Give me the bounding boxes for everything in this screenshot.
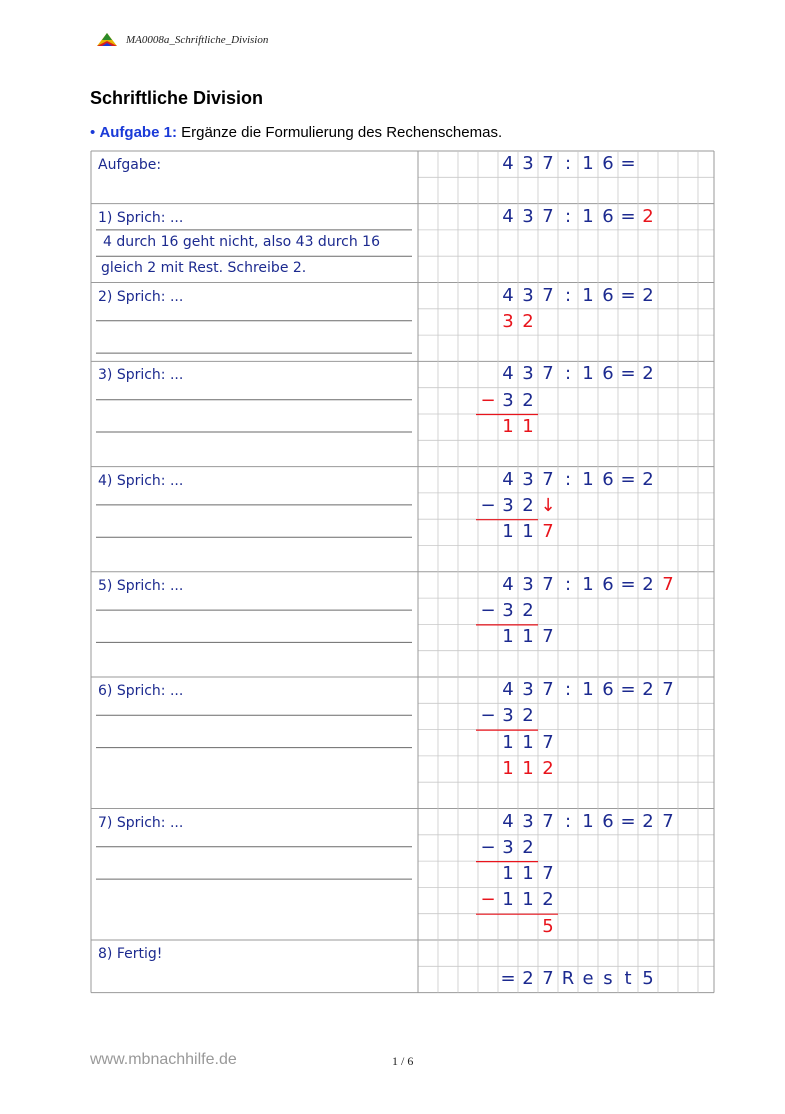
bullet: • (90, 124, 96, 141)
calc-digit: 1 (502, 863, 514, 885)
calc-digit: 1 (582, 810, 594, 832)
calc-digit: 4 (502, 573, 514, 595)
calc-digit: 7 (662, 810, 674, 832)
calc-digit: 2 (642, 205, 654, 227)
calc-digit: 2 (542, 889, 554, 911)
calc-digit: 6 (602, 205, 614, 227)
calc-digit: 4 (502, 284, 514, 306)
calc-digit: 2 (642, 573, 654, 595)
calc-digit: : (564, 679, 572, 700)
calc-digit: = (620, 573, 636, 595)
calc-digit: 4 (502, 679, 514, 700)
calc-digit: 1 (522, 416, 534, 437)
minus-sign: − (480, 494, 496, 516)
calc-digit: 1 (582, 153, 594, 174)
calc-digit: 1 (502, 757, 514, 779)
calc-digit: 1 (582, 573, 594, 595)
calc-digit: 2 (642, 363, 654, 385)
calc-digit: 3 (502, 310, 514, 332)
calc-digit: 1 (582, 284, 594, 306)
calc-digit: t (624, 968, 632, 990)
calc-digit: 4 (502, 468, 514, 490)
calc-digit: 6 (602, 679, 614, 700)
calc-digit: 2 (642, 468, 654, 490)
calc-digit: 3 (522, 284, 534, 306)
section-label: Aufgabe: (98, 157, 162, 173)
calc-digit: 5 (642, 968, 654, 990)
calc-digit: 6 (602, 153, 614, 174)
calc-digit: 7 (662, 679, 674, 700)
calc-digit: : (564, 468, 572, 490)
calc-digit: 4 (502, 363, 514, 385)
calc-digit: 2 (642, 810, 654, 832)
calc-digit: 1 (582, 679, 594, 700)
page-number: 1 / 6 (392, 1054, 414, 1068)
calc-digit: = (620, 468, 636, 490)
calc-digit: 7 (662, 573, 674, 595)
calc-digit: 7 (542, 679, 554, 700)
calc-digit: 6 (602, 810, 614, 832)
calc-digit: 6 (602, 363, 614, 385)
calc-digit: 1 (502, 889, 514, 911)
calc-digit: 3 (522, 573, 534, 595)
calc-digit: 3 (522, 468, 534, 490)
minus-sign: − (480, 600, 496, 622)
calc-digit: 1 (502, 626, 514, 648)
section-label: 3) Sprich: ... (98, 367, 184, 384)
calc-digit: 1 (522, 889, 534, 911)
calc-digit: 1 (502, 416, 514, 437)
calc-digit: 7 (542, 284, 554, 306)
calc-digit: 7 (542, 205, 554, 227)
task-label: Aufgabe 1: (99, 124, 177, 141)
calc-digit: = (620, 205, 636, 227)
calc-digit: 1 (582, 363, 594, 385)
footer-url: www.mbnachhilfe.de (90, 1051, 237, 1068)
calc-digit: 6 (602, 284, 614, 306)
page-title: Schriftliche Division (90, 88, 264, 108)
calc-digit: 1 (502, 731, 514, 753)
section-label: 1) Sprich: ... (98, 209, 184, 226)
calc-digit: 2 (542, 757, 554, 779)
calc-digit: : (564, 363, 572, 385)
answer-text: 4 durch 16 geht nicht, also 43 durch 16 (103, 233, 380, 250)
calc-digit: 7 (542, 863, 554, 885)
calc-digit: 3 (522, 679, 534, 700)
calc-digit: 1 (522, 626, 534, 648)
calc-digit: 2 (522, 836, 534, 858)
calc-digit: 3 (502, 836, 514, 858)
calc-digit: 7 (542, 573, 554, 595)
document-id: MA0008a_Schriftliche_Division (126, 34, 269, 46)
calc-digit: : (564, 284, 572, 306)
calc-digit: = (620, 363, 636, 385)
calc-digit: 3 (502, 494, 514, 516)
section-label: 8) Fertig! (98, 946, 163, 962)
calc-digit: 7 (542, 810, 554, 832)
task-text: Ergänze die Formulierung des Rechenschemas. (176, 124, 503, 141)
answer-text: gleich 2 mit Rest. Schreibe 2. (101, 260, 307, 277)
calc-digit: 7 (542, 153, 554, 174)
calc-digit: 2 (642, 284, 654, 306)
calc-digit: 3 (522, 363, 534, 385)
calc-digit: 3 (502, 389, 514, 411)
calc-digit: = (500, 968, 516, 990)
calc-digit: R (561, 968, 575, 990)
calc-digit: 2 (522, 389, 534, 411)
minus-sign: − (480, 836, 496, 858)
calc-digit: 5 (542, 915, 554, 937)
calc-digit: 7 (542, 731, 554, 753)
calc-digit: 2 (522, 494, 534, 516)
section-label: 4) Sprich: ... (98, 472, 184, 489)
calc-digit: 4 (502, 205, 514, 227)
calc-digit: 7 (542, 468, 554, 490)
calc-digit: : (564, 205, 572, 227)
section-label: 7) Sprich: ... (98, 814, 184, 831)
calc-digit: 7 (542, 521, 554, 543)
calc-digit: 1 (582, 468, 594, 490)
calc-digit: 1 (522, 521, 534, 543)
calc-digit: 7 (542, 968, 554, 990)
calc-digit: 4 (502, 810, 514, 832)
section-label: 6) Sprich: ... (98, 683, 184, 699)
calc-digit: = (620, 153, 636, 174)
calc-digit: : (564, 810, 572, 832)
calc-digit: : (564, 573, 572, 595)
calc-digit: 2 (522, 600, 534, 622)
calc-digit: 6 (602, 468, 614, 490)
calc-digit: = (620, 679, 636, 700)
calc-digit: : (564, 153, 572, 174)
calc-digit: 2 (642, 679, 654, 700)
calc-digit: 2 (522, 968, 534, 990)
calc-digit: = (620, 810, 636, 832)
calc-digit: 6 (602, 573, 614, 595)
calc-digit: 1 (522, 731, 534, 753)
calc-digit: 2 (522, 705, 534, 727)
minus-sign: − (480, 389, 496, 411)
calc-digit: 2 (522, 310, 534, 332)
minus-sign: − (480, 889, 496, 911)
calc-digit: 3 (502, 600, 514, 622)
minus-sign: − (480, 705, 496, 727)
calc-digit: e (582, 968, 594, 990)
section-label: 2) Sprich: ... (98, 288, 184, 305)
down-arrow-icon: ↓ (540, 494, 556, 516)
calc-digit: 3 (522, 153, 534, 174)
calc-digit: = (620, 284, 636, 306)
section-label: 5) Sprich: ... (98, 577, 184, 594)
calc-digit: 1 (502, 521, 514, 543)
calc-digit: 3 (522, 810, 534, 832)
calc-digit: 3 (522, 205, 534, 227)
calc-digit: 4 (502, 153, 514, 174)
calc-digit: 7 (542, 363, 554, 385)
calc-digit: 7 (542, 626, 554, 648)
calc-digit: 1 (522, 863, 534, 885)
calc-digit: 1 (582, 205, 594, 227)
calc-digit: s (603, 968, 613, 990)
calc-digit: 3 (502, 705, 514, 727)
calc-digit: 1 (522, 757, 534, 779)
